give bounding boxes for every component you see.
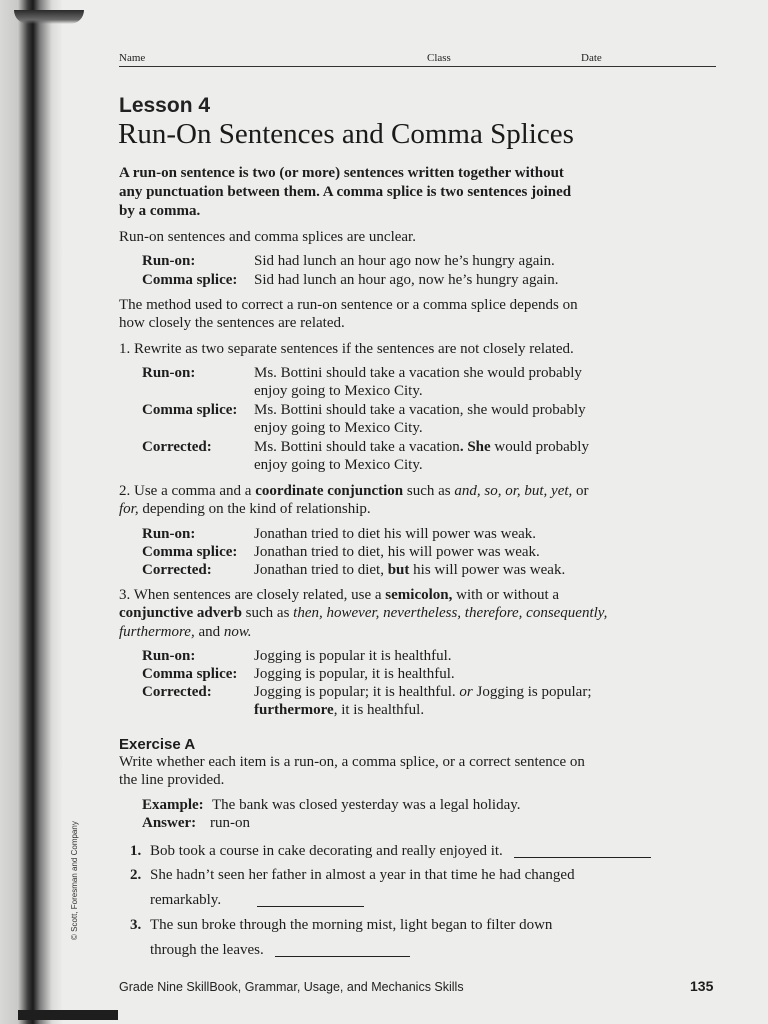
answer-text: run-on bbox=[210, 815, 250, 831]
definition-line-1: A run-on sentence is two (or more) sentences written together without bbox=[119, 165, 564, 181]
rule1-runon-line-1: Ms. Bottini should take a vacation she would probably bbox=[254, 365, 582, 381]
intro-splice-label: Comma splice: bbox=[142, 272, 238, 288]
rule1-splice-line-2: enjoy going to Mexico City. bbox=[254, 420, 423, 436]
intro-runon-text: Sid had lunch an hour ago now he’s hungry again. bbox=[254, 253, 555, 269]
rule2-text-f: depending on the kind of relationship. bbox=[138, 501, 371, 517]
rule2-runon-label: Run-on: bbox=[142, 526, 196, 542]
rule3-splice-label: Comma splice: bbox=[142, 666, 238, 682]
answer-label: Answer: bbox=[142, 815, 197, 831]
item-2-answer-line[interactable] bbox=[257, 892, 364, 907]
page-number: 135 bbox=[690, 978, 714, 994]
rule2-corrected-bold: but bbox=[387, 562, 410, 578]
rule1-corrected-part-a: Ms. Bottini should take a vacation bbox=[254, 439, 460, 455]
definition-line-2: any punctuation between them. A comma splice is two sentences joined bbox=[119, 184, 572, 200]
rule1-corrected-part-c: would probably bbox=[490, 439, 589, 455]
name-class-date-header bbox=[119, 52, 716, 67]
rule1-splice-label: Comma splice: bbox=[142, 402, 238, 418]
rule2-corrected-label: Corrected: bbox=[142, 562, 212, 578]
rule2-splice-label: Comma splice: bbox=[142, 544, 238, 560]
rule1-corrected-line-1 bbox=[254, 438, 589, 456]
item-2-text-2: remarkably. bbox=[150, 892, 222, 908]
rule2-conjunctions: and, so, or, but, yet, bbox=[454, 483, 573, 499]
rule-2-line-2 bbox=[119, 500, 371, 518]
item-1-number: 1. bbox=[130, 843, 142, 859]
page-title: Run-On Sentences and Comma Splices bbox=[118, 118, 574, 150]
intro-splice-text: Sid had lunch an hour ago, now he’s hungry again. bbox=[254, 272, 559, 288]
rule3-and: and bbox=[194, 624, 224, 640]
exercise-heading: Exercise A bbox=[119, 736, 196, 753]
rule3-corrected-line-2 bbox=[254, 701, 424, 719]
rule1-corrected-bold: . She bbox=[459, 439, 491, 455]
rule-3-line-1 bbox=[119, 586, 559, 604]
rule3-splice-text: Jogging is popular, it is healthful. bbox=[254, 666, 455, 682]
book-spine-shadow bbox=[0, 0, 62, 1024]
example-label: Example: bbox=[142, 797, 204, 813]
spine-bottom-shadow bbox=[18, 1010, 118, 1020]
exercise-instructions-1: Write whether each item is a run-on, a comma splice, or a correct sentence on bbox=[119, 754, 585, 770]
exercise-instructions-2: the line provided. bbox=[119, 772, 225, 788]
rule3-text-a: 3. When sentences are closely related, use a bbox=[119, 587, 386, 603]
rule-1-text: 1. Rewrite as two separate sentences if the sentences are not closely related. bbox=[119, 341, 574, 357]
rule1-runon-label: Run-on: bbox=[142, 365, 196, 381]
rule3-term: conjunctive adverb bbox=[119, 605, 242, 621]
rule-3-line-2 bbox=[119, 604, 607, 622]
rule3-corrected-part-c: , it is healthful. bbox=[333, 702, 425, 718]
rule3-text-b: such as bbox=[241, 605, 294, 621]
lesson-label: Lesson 4 bbox=[119, 94, 211, 117]
rule1-splice-line-1: Ms. Bottini should take a vacation, she would probably bbox=[254, 402, 586, 418]
rule2-text-e: or bbox=[572, 483, 589, 499]
rule2-runon-text: Jonathan tried to diet his will power was weak. bbox=[254, 526, 537, 542]
rule2-corrected-part-c: his will power was weak. bbox=[409, 562, 566, 578]
unclear-line: Run-on sentences and comma splices are unclear. bbox=[119, 229, 416, 245]
rule2-for: for, bbox=[119, 501, 139, 517]
item-2-number: 2. bbox=[130, 867, 142, 883]
class-label: Class bbox=[427, 52, 451, 64]
item-3-text: The sun broke through the morning mist, light began to filter down bbox=[150, 917, 553, 933]
item-1-answer-line[interactable] bbox=[514, 843, 651, 858]
rule2-text-a: 2. Use a comma and a bbox=[119, 483, 256, 499]
item-3-number: 3. bbox=[130, 917, 142, 933]
rule3-corrected-label: Corrected: bbox=[142, 684, 212, 700]
rule3-semicolon: semicolon, bbox=[385, 587, 453, 603]
item-3-text-2: through the leaves. bbox=[150, 942, 264, 958]
rule1-runon-line-2: enjoy going to Mexico City. bbox=[254, 383, 423, 399]
example-text: The bank was closed yesterday was a legal holiday. bbox=[212, 797, 521, 813]
footer-book-title: Grade Nine SkillBook, Grammar, Usage, and Mechanics Skills bbox=[119, 980, 464, 994]
item-3-answer-line[interactable] bbox=[275, 942, 410, 957]
rule-3-line-3 bbox=[119, 623, 252, 641]
rule3-text-c: with or without a bbox=[452, 587, 560, 603]
rule3-corrected-line-1 bbox=[254, 683, 592, 701]
rule3-runon-text: Jogging is popular it is healthful. bbox=[254, 648, 452, 664]
method-line-2: how closely the sentences are related. bbox=[119, 315, 345, 331]
rule3-now: now. bbox=[223, 624, 252, 640]
rule3-corrected-bold: furthermore bbox=[254, 702, 334, 718]
rule2-corrected-text bbox=[254, 561, 565, 579]
rule3-corrected-part-a: Jogging is popular; it is healthful. bbox=[254, 684, 460, 700]
rule2-corrected-part-a: Jonathan tried to diet, bbox=[254, 562, 388, 578]
item-1-text: Bob took a course in cake decorating and really enjoyed it. bbox=[150, 843, 503, 859]
rule3-furthermore: furthermore, bbox=[119, 624, 195, 640]
rule-2-line-1 bbox=[119, 482, 589, 500]
name-label: Name bbox=[119, 52, 146, 64]
rule1-corrected-label: Corrected: bbox=[142, 439, 212, 455]
rule2-term: coordinate conjunction bbox=[255, 483, 404, 499]
rule2-splice-text: Jonathan tried to diet, his will power was weak. bbox=[254, 544, 540, 560]
copyright-notice: © Scott, Foresman and Company bbox=[70, 821, 79, 940]
rule3-corrected-part-b: Jogging is popular; bbox=[472, 684, 592, 700]
rule3-runon-label: Run-on: bbox=[142, 648, 196, 664]
rule3-corrected-or: or bbox=[459, 684, 473, 700]
rule1-corrected-line-2: enjoy going to Mexico City. bbox=[254, 457, 423, 473]
date-label: Date bbox=[581, 52, 602, 64]
definition-line-3: by a comma. bbox=[119, 203, 201, 219]
spine-top-shadow bbox=[14, 10, 84, 24]
method-line-1: The method used to correct a run-on sentence or a comma splice depends on bbox=[119, 297, 578, 313]
rule3-adverbs: then, however, nevertheless, therefore, consequently, bbox=[293, 605, 608, 621]
intro-runon-label: Run-on: bbox=[142, 253, 196, 269]
rule2-text-c: such as bbox=[403, 483, 455, 499]
item-2-text: She hadn’t seen her father in almost a year in that time he had changed bbox=[150, 867, 575, 883]
